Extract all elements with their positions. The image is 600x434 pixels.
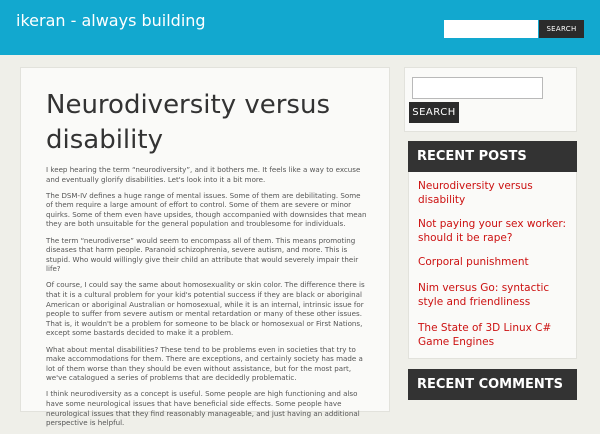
sidebar-search-button[interactable]: SEARCH — [409, 102, 459, 123]
post-body — [46, 165, 368, 434]
recent-comments-heading: RECENT COMMENTS — [408, 369, 577, 400]
post-article — [20, 67, 390, 428]
post-paragraph: The DSM-IV defines a huge range of mental issues. Some of them are debilitating. Some of them require a large amount of effort to control. Some of them are severe or minor quirks. Some of them even have upsides, though accompanied with downsides that mean they are both unsuitable for the general population and troublesome for individuals. — [46, 190, 367, 229]
post-paragraph: What about mental disabilities? These tend to be problems even in societies that try to make accommodations for them. There are exceptions, and certainly society has made a lot of them worse than they should be even without assistance, but for the most part, we've catalogued a series of problems that are decidedly problematic. — [46, 344, 363, 383]
post-paragraph: Of course, I could say the same about homosexuality or skin color. The difference there is that it is a cultural problem for your kid's potential success if they are black or aboriginal American or aboriginal Australian or homosexual, while it is an internal, intrinsic issue for people to suffer from severe autism or mental retardation or many of these other issues. That is, it wouldn't be a problem for someone to be black or homosexual or First Nations, except some bastards decided to make it a problem. — [46, 280, 365, 338]
recent-post-link[interactable]: Neurodiversity versus disability — [418, 180, 533, 206]
header-search-input[interactable] — [444, 20, 538, 38]
site-header — [0, 0, 600, 55]
recent-posts-heading: RECENT POSTS — [408, 141, 577, 172]
sidebar-search-input[interactable] — [412, 77, 543, 99]
post-title: Neurodiversity versus disability — [46, 90, 331, 155]
site-title[interactable]: ikeran - always building — [16, 11, 206, 30]
header-search-button[interactable]: SEARCH — [539, 20, 584, 38]
recent-post-link[interactable]: The State of 3D Linux C# Game Engines — [418, 322, 552, 348]
recent-post-link[interactable]: Corporal punishment — [418, 256, 529, 268]
sidebar-search-widget — [404, 67, 577, 132]
post-paragraph: The term “neurodiverse” would seem to encompass all of them. This means promoting diseases that harm people. Paranoid schizophrenia, severe autism, and more. This is stupid. Who would willingly give their child an attribute that would severely impair their life? — [46, 235, 359, 274]
post-paragraph: I keep hearing the term “neurodiversity”, and it bothers me. It feels like a way to excuse and eventually glorify disabilities. Let's look into it a bit more. — [46, 165, 361, 184]
recent-post-link[interactable]: Not paying your sex worker: should it be rape? — [418, 218, 567, 244]
post-paragraph: I think neurodiversity as a concept is useful. Some people are high functioning and also have some neurological issues that have beneficial side effects. Some people have neurological issues that they find reasonably manageable, and just having an additional perspective is helpful. — [46, 389, 360, 428]
recent-post-link[interactable]: Nim versus Go: syntactic style and friendliness — [418, 282, 550, 308]
